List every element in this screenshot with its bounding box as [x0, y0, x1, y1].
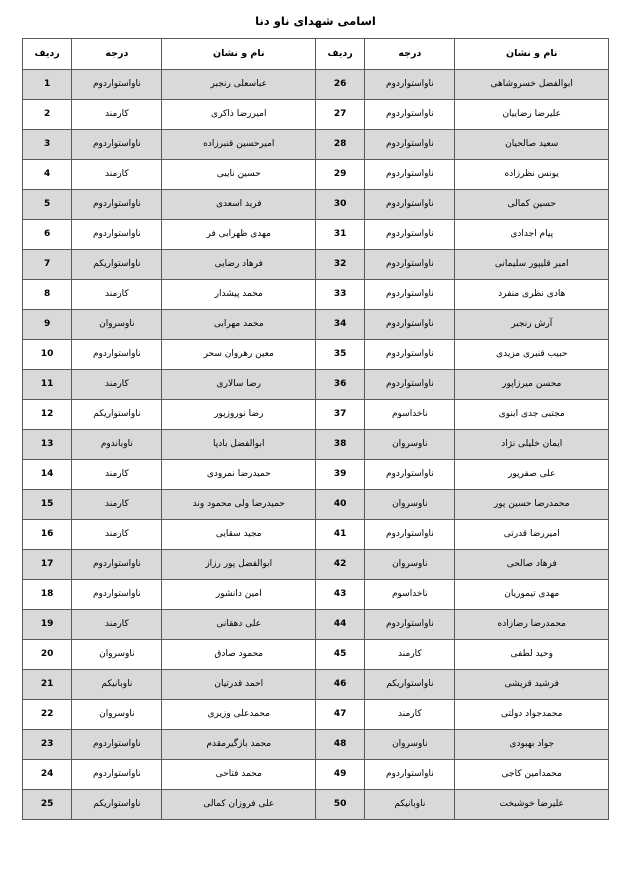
- table-row: [23, 130, 609, 160]
- cell-rank-right: کارمند: [72, 610, 162, 640]
- table-row: [23, 730, 609, 760]
- cell-rank-right: ناواستواریکم: [72, 250, 162, 280]
- cell-name-right: مجید سقایی: [162, 520, 316, 550]
- table-row: [23, 250, 609, 280]
- cell-rank-left: ناوبانیکم: [365, 790, 455, 820]
- cell-row-left: 29: [316, 160, 365, 190]
- cell-name-left: فرهاد صالحی: [455, 550, 609, 580]
- cell-row-left: 26: [316, 70, 365, 100]
- cell-name-left: علیرضا خوشبخت: [455, 790, 609, 820]
- cell-rank-left: ناواستواردوم: [365, 310, 455, 340]
- cell-name-right: حمیدرضا ولی محمود وند: [162, 490, 316, 520]
- cell-rank-right: ناوسروان: [72, 640, 162, 670]
- cell-row-right: 8: [23, 280, 72, 310]
- cell-row-right: 3: [23, 130, 72, 160]
- cell-rank-right: ناواستواردوم: [72, 730, 162, 760]
- cell-rank-left: ناواستواردوم: [365, 280, 455, 310]
- cell-rank-left: ناواستواردوم: [365, 100, 455, 130]
- cell-row-left: 46: [316, 670, 365, 700]
- table-row: [23, 160, 609, 190]
- cell-rank-right: ناوبانیکم: [72, 670, 162, 700]
- cell-rank-right: ناواستواریکم: [72, 400, 162, 430]
- cell-name-left: محسن میرزاپور: [455, 370, 609, 400]
- cell-rank-left: کارمند: [365, 700, 455, 730]
- cell-rank-right: ناواستواریکم: [72, 790, 162, 820]
- cell-rank-left: ناواستواردوم: [365, 160, 455, 190]
- cell-name-left: آرش رنجبر: [455, 310, 609, 340]
- cell-rank-right: کارمند: [72, 160, 162, 190]
- cell-row-right: 25: [23, 790, 72, 820]
- cell-row-right: 9: [23, 310, 72, 340]
- cell-rank-left: ناواستواردوم: [365, 220, 455, 250]
- cell-name-right: فرید اسعدی: [162, 190, 316, 220]
- page-title: اسامی شهدای ناو دنا: [255, 14, 376, 28]
- header-rank-right: درجه: [72, 39, 162, 70]
- cell-row-left: 41: [316, 520, 365, 550]
- cell-rank-right: ناواستواردوم: [72, 580, 162, 610]
- cell-name-left: علیرضا رضاییان: [455, 100, 609, 130]
- cell-row-left: 30: [316, 190, 365, 220]
- cell-name-right: علی دهقانی: [162, 610, 316, 640]
- cell-row-right: 17: [23, 550, 72, 580]
- cell-rank-right: ناوباندوم: [72, 430, 162, 460]
- cell-rank-left: ناخداسوم: [365, 580, 455, 610]
- cell-row-left: 33: [316, 280, 365, 310]
- cell-rank-left: ناواستواردوم: [365, 250, 455, 280]
- cell-row-right: 20: [23, 640, 72, 670]
- cell-name-left: ایمان خلیلی نژاد: [455, 430, 609, 460]
- table-row: [23, 490, 609, 520]
- cell-row-right: 23: [23, 730, 72, 760]
- cell-row-right: 13: [23, 430, 72, 460]
- cell-rank-right: ناواستواردوم: [72, 130, 162, 160]
- table-row: [23, 700, 609, 730]
- cell-name-left: ابوالفضل خسروشاهی: [455, 70, 609, 100]
- table-row: [23, 640, 609, 670]
- cell-row-left: 39: [316, 460, 365, 490]
- cell-row-left: 32: [316, 250, 365, 280]
- cell-name-right: امیررضا ذاکری: [162, 100, 316, 130]
- cell-name-right: محمود صادق: [162, 640, 316, 670]
- cell-rank-right: ناوسروان: [72, 700, 162, 730]
- cell-name-right: رضا نوروزپور: [162, 400, 316, 430]
- table-row: [23, 670, 609, 700]
- cell-row-left: 31: [316, 220, 365, 250]
- cell-row-right: 12: [23, 400, 72, 430]
- cell-name-right: امیرحسین قنبرزاده: [162, 130, 316, 160]
- cell-name-left: هادی نظری منفرد: [455, 280, 609, 310]
- table-body: [23, 70, 609, 820]
- cell-name-right: حسین نایبی: [162, 160, 316, 190]
- cell-row-right: 22: [23, 700, 72, 730]
- cell-name-right: حمیدرضا نمرودی: [162, 460, 316, 490]
- cell-row-right: 15: [23, 490, 72, 520]
- cell-rank-left: ناواستواردوم: [365, 340, 455, 370]
- cell-name-right: محمد مهرابی: [162, 310, 316, 340]
- cell-row-right: 5: [23, 190, 72, 220]
- cell-name-right: محمد فتاحی: [162, 760, 316, 790]
- table-row: [23, 220, 609, 250]
- table-row: [23, 610, 609, 640]
- cell-row-right: 11: [23, 370, 72, 400]
- cell-name-right: علی فروزان کمالی: [162, 790, 316, 820]
- cell-rank-left: ناواستواردوم: [365, 130, 455, 160]
- cell-row-left: 34: [316, 310, 365, 340]
- table-row: [23, 550, 609, 580]
- cell-rank-left: ناخداسوم: [365, 400, 455, 430]
- cell-name-right: احمد قدرتیان: [162, 670, 316, 700]
- cell-rank-left: ناواستواردوم: [365, 190, 455, 220]
- cell-name-left: امیر قلیپور سلیمانی: [455, 250, 609, 280]
- cell-row-right: 19: [23, 610, 72, 640]
- cell-rank-left: ناواستواردوم: [365, 610, 455, 640]
- header-row-right: ردیف: [23, 39, 72, 70]
- cell-row-right: 18: [23, 580, 72, 610]
- cell-row-right: 1: [23, 70, 72, 100]
- cell-rank-right: ناوسروان: [72, 310, 162, 340]
- martyrs-table: [22, 38, 609, 820]
- cell-name-left: محمدرضا رضازاده: [455, 610, 609, 640]
- table-row: [23, 310, 609, 340]
- table-row: [23, 430, 609, 460]
- cell-name-left: حبیب قنبری مزیدی: [455, 340, 609, 370]
- cell-row-right: 24: [23, 760, 72, 790]
- cell-row-right: 21: [23, 670, 72, 700]
- cell-name-left: وحید لطفی: [455, 640, 609, 670]
- cell-row-left: 43: [316, 580, 365, 610]
- cell-rank-right: ناواستواردوم: [72, 340, 162, 370]
- cell-row-left: 40: [316, 490, 365, 520]
- cell-rank-right: کارمند: [72, 460, 162, 490]
- cell-rank-right: کارمند: [72, 370, 162, 400]
- table-row: [23, 520, 609, 550]
- cell-name-left: فرشید قریشی: [455, 670, 609, 700]
- cell-rank-left: ناواستواردوم: [365, 760, 455, 790]
- header-name-right: نام و نشان: [162, 39, 316, 70]
- cell-rank-right: ناواستواردوم: [72, 760, 162, 790]
- cell-row-right: 2: [23, 100, 72, 130]
- cell-rank-left: ناوسروان: [365, 490, 455, 520]
- cell-row-left: 35: [316, 340, 365, 370]
- cell-name-right: ابوالفضل پور رزاز: [162, 550, 316, 580]
- cell-name-right: محمد پیشدار: [162, 280, 316, 310]
- cell-row-left: 45: [316, 640, 365, 670]
- cell-row-right: 7: [23, 250, 72, 280]
- cell-row-left: 28: [316, 130, 365, 160]
- cell-name-left: جواد بهبودی: [455, 730, 609, 760]
- table-row: [23, 790, 609, 820]
- table-row: [23, 190, 609, 220]
- cell-row-right: 14: [23, 460, 72, 490]
- table-row: [23, 370, 609, 400]
- cell-rank-left: ناوسروان: [365, 550, 455, 580]
- cell-row-left: 37: [316, 400, 365, 430]
- cell-name-right: محمدعلی وزیری: [162, 700, 316, 730]
- table-row: [23, 400, 609, 430]
- cell-name-left: امیررضا قدرتی: [455, 520, 609, 550]
- table-header: [23, 39, 609, 70]
- cell-row-left: 36: [316, 370, 365, 400]
- cell-name-right: رضا سالاری: [162, 370, 316, 400]
- cell-name-left: مجتبی جدی ابنوی: [455, 400, 609, 430]
- cell-name-right: معین رهروان سحر: [162, 340, 316, 370]
- cell-row-right: 4: [23, 160, 72, 190]
- cell-name-left: محمدامین کاجی: [455, 760, 609, 790]
- cell-name-left: سعید صالحیان: [455, 130, 609, 160]
- cell-row-left: 50: [316, 790, 365, 820]
- cell-rank-right: کارمند: [72, 100, 162, 130]
- cell-rank-right: کارمند: [72, 490, 162, 520]
- cell-row-left: 42: [316, 550, 365, 580]
- table-row: [23, 70, 609, 100]
- cell-rank-left: ناواستواردوم: [365, 520, 455, 550]
- cell-rank-left: کارمند: [365, 640, 455, 670]
- cell-row-left: 48: [316, 730, 365, 760]
- cell-row-left: 27: [316, 100, 365, 130]
- cell-rank-right: ناواستواردوم: [72, 220, 162, 250]
- header-rank-left: درجه: [365, 39, 455, 70]
- cell-row-left: 49: [316, 760, 365, 790]
- cell-name-right: عباسعلی رنجبر: [162, 70, 316, 100]
- cell-rank-left: ناواستواردوم: [365, 370, 455, 400]
- cell-name-right: فرهاد رضایی: [162, 250, 316, 280]
- cell-name-right: محمد بازگیرمقدم: [162, 730, 316, 760]
- cell-name-right: مهدی ظهرابی فر: [162, 220, 316, 250]
- cell-name-left: محمدجواد دولتی: [455, 700, 609, 730]
- cell-rank-right: ناواستواردوم: [72, 190, 162, 220]
- table-row: [23, 280, 609, 310]
- cell-rank-left: ناوسروان: [365, 430, 455, 460]
- cell-rank-right: کارمند: [72, 520, 162, 550]
- cell-rank-right: کارمند: [72, 280, 162, 310]
- cell-row-left: 44: [316, 610, 365, 640]
- cell-row-left: 47: [316, 700, 365, 730]
- cell-name-left: پیام اجدادی: [455, 220, 609, 250]
- header-name-left: نام و نشان: [455, 39, 609, 70]
- cell-name-left: علی صفرپور: [455, 460, 609, 490]
- cell-rank-left: ناواستواردوم: [365, 70, 455, 100]
- table-row: [23, 340, 609, 370]
- cell-name-right: ابوالفضل بادپا: [162, 430, 316, 460]
- cell-row-right: 16: [23, 520, 72, 550]
- cell-name-right: امین دانشور: [162, 580, 316, 610]
- cell-name-left: مهدی تیموریان: [455, 580, 609, 610]
- cell-name-left: یونس نظرزاده: [455, 160, 609, 190]
- header-row-left: ردیف: [316, 39, 365, 70]
- cell-rank-right: ناواستواردوم: [72, 70, 162, 100]
- cell-rank-left: ناوسروان: [365, 730, 455, 760]
- cell-row-right: 10: [23, 340, 72, 370]
- table-row: [23, 760, 609, 790]
- cell-rank-left: ناواستواردوم: [365, 460, 455, 490]
- table-row: [23, 460, 609, 490]
- cell-row-left: 38: [316, 430, 365, 460]
- table-header-row: [23, 39, 609, 70]
- cell-rank-left: ناواستواریکم: [365, 670, 455, 700]
- cell-name-left: محمدرضا حسین پور: [455, 490, 609, 520]
- table-row: [23, 580, 609, 610]
- table-row: [23, 100, 609, 130]
- cell-rank-right: ناواستواردوم: [72, 550, 162, 580]
- cell-row-right: 6: [23, 220, 72, 250]
- cell-name-left: حسین کمالی: [455, 190, 609, 220]
